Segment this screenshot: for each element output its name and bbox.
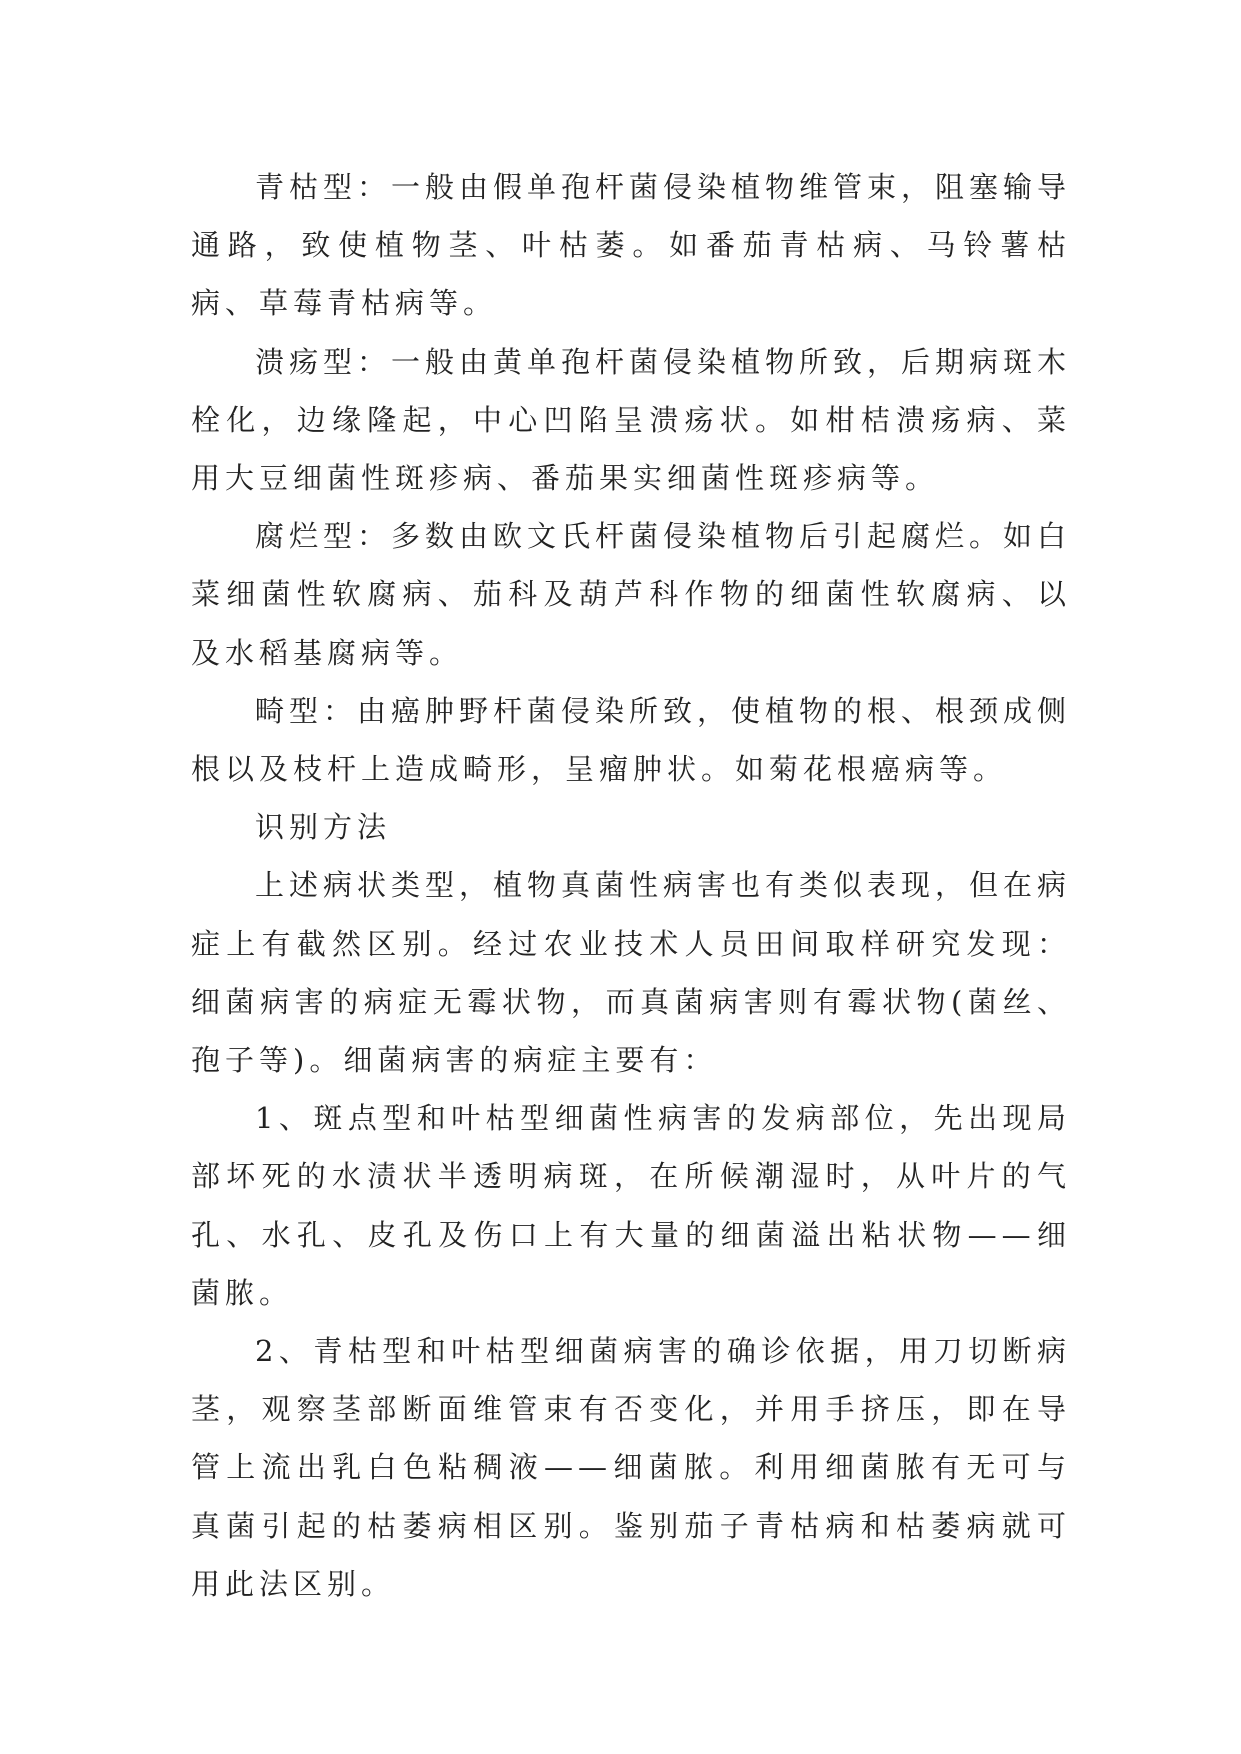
document-body [191,158,1071,1613]
paragraph-qingku-type: 青枯型：一般由假单孢杆菌侵染植物维管束，阻塞输导通路，致使植物茎、叶枯萎。如番茄青枯病、马铃薯枯病、草莓青枯病等。 [191,170,1072,321]
paragraph-identification-intro: 上述病状类型，植物真菌性病害也有类似表现，但在病症上有截然区别。经过农业技术人员田间取样研究发现：细菌病害的病症无霉状物，而真菌病害则有霉状物(菌丝、孢子等)。细菌病害的病症主要有： [191,868,1072,1078]
section-heading-identification: 识别方法 [255,810,392,845]
paragraph-symptom-2: 2、青枯型和叶枯型细菌病害的确诊依据，用刀切断病茎，观察茎部断面维管束有否变化，并用手挤压，即在导管上流出乳白色粘稠液——细菌脓。利用细菌脓有无可与真菌引起的枯萎病相区别。鉴别茄子青枯病和枯萎病就可用此法区别。 [191,1334,1071,1601]
paragraph-kuiyang-type: 溃疡型：一般由黄单孢杆菌侵染植物所致，后期病斑木栓化，边缘隆起，中心凹陷呈溃疡状。如柑桔溃疡病、菜用大豆细菌性斑疹病、番茄果实细菌性斑疹病等。 [191,344,1072,496]
paragraph-fulan-type: 腐烂型：多数由欧文氏杆菌侵染植物后引起腐烂。如白菜细菌性软腐病、茄科及葫芦科作物的细菌性软腐病、以及水稻基腐病等。 [191,519,1072,670]
paragraph-symptom-1: 1、斑点型和叶枯型细菌性病害的发病部位，先出现局部坏死的水渍状半透明病斑，在所候潮湿时，从叶片的气孔、水孔、皮孔及伤口上有大量的细菌溢出粘状物——细菌脓。 [191,1101,1071,1310]
paragraph-ji-type: 畸型：由癌肿野杆菌侵染所致，使植物的根、根颈成侧根以及枝杆上造成畸形，呈瘤肿状。如菊花根癌病等。 [191,693,1072,787]
